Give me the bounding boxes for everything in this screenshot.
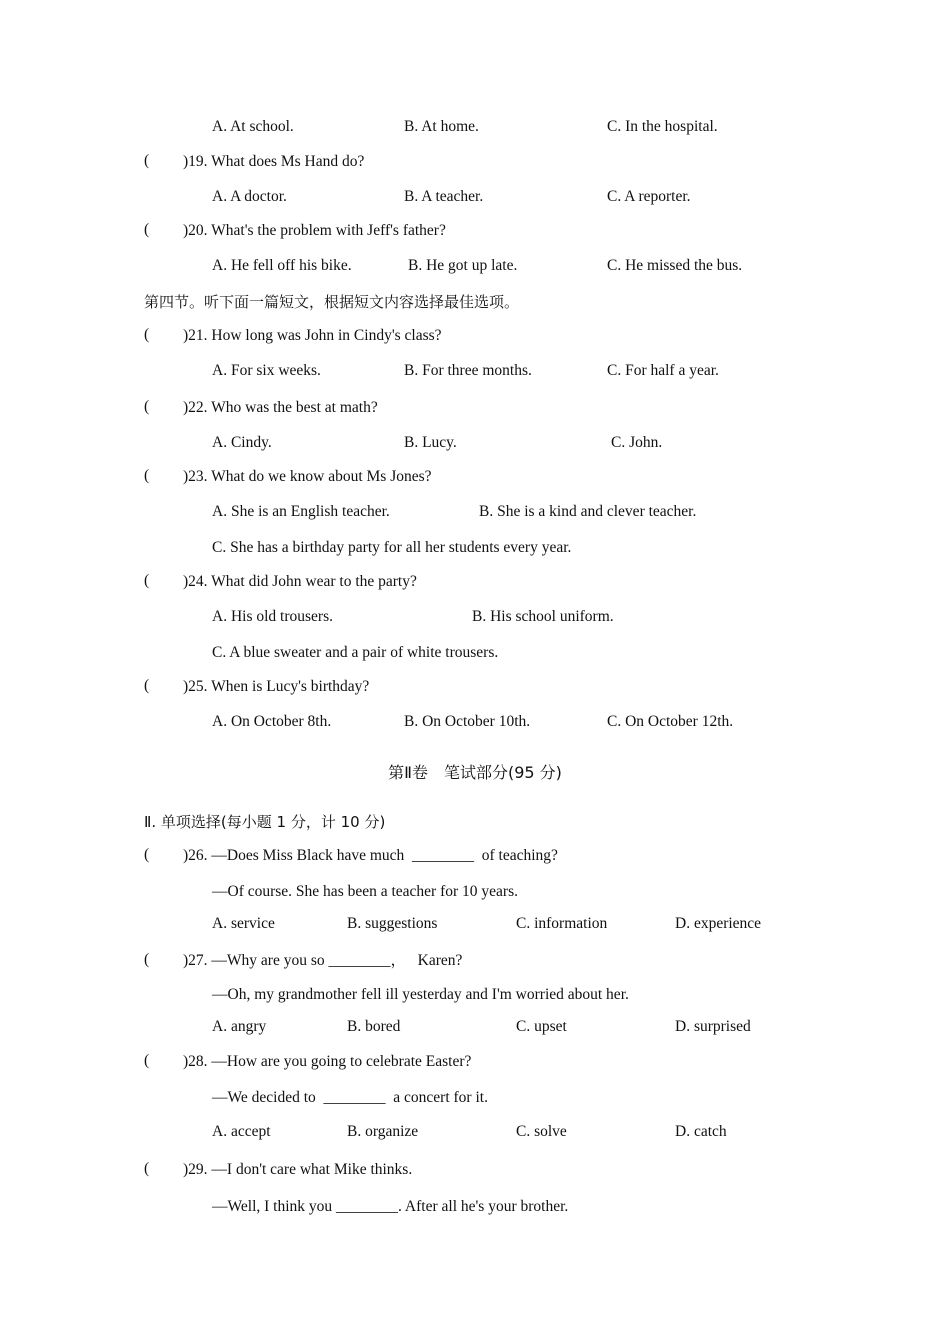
q26-stem: )26. —Does Miss Black have much ________ of teaching? xyxy=(183,847,558,864)
section-heading: 第四节。听下面一篇短文，根据短文内容选择最佳选项。 xyxy=(144,293,520,311)
q19-option-b: B. A teacher. xyxy=(404,188,484,205)
q18-option-c: C. In the hospital. xyxy=(607,118,718,135)
answer-paren[interactable]: ( xyxy=(144,1052,150,1069)
answer-paren[interactable]: ( xyxy=(144,846,150,863)
q28-option-d: D. catch xyxy=(675,1123,727,1140)
q19-option-a: A. A doctor. xyxy=(212,188,287,205)
q28-option-c: C. solve xyxy=(516,1123,567,1140)
q22-stem: )22. Who was the best at math? xyxy=(183,399,378,416)
q28-option-a: A. accept xyxy=(212,1123,271,1140)
q27-option-a: A. angry xyxy=(212,1018,267,1035)
answer-paren[interactable]: ( xyxy=(144,326,150,343)
q26-option-b: B. suggestions xyxy=(347,915,438,932)
q23-option-c: C. She has a birthday party for all her students every year. xyxy=(212,539,572,556)
answer-paren[interactable]: ( xyxy=(144,951,150,968)
q23-option-a: A. She is an English teacher. xyxy=(212,503,390,520)
q26-reply: —Of course. She has been a teacher for 10 years. xyxy=(212,883,518,900)
q27-option-d: D. surprised xyxy=(675,1018,751,1035)
q22-option-a: A. Cindy. xyxy=(212,434,272,451)
q21-option-b: B. For three months. xyxy=(404,362,532,379)
q27-option-b: B. bored xyxy=(347,1018,401,1035)
q29-reply: —Well, I think you ________. After all he's your brother. xyxy=(212,1198,569,1215)
answer-paren[interactable]: ( xyxy=(144,221,150,238)
q24-option-a: A. His old trousers. xyxy=(212,608,333,625)
q19-stem: )19. What does Ms Hand do? xyxy=(183,153,365,170)
q26-option-c: C. information xyxy=(516,915,608,932)
q22-option-c: C. John. xyxy=(611,434,663,451)
q29-stem: )29. —I don't care what Mike thinks. xyxy=(183,1161,413,1178)
q24-option-b: B. His school uniform. xyxy=(472,608,614,625)
q26-option-d: D. experience xyxy=(675,915,762,932)
part-title: 第Ⅱ卷 笔试部分(95 分) xyxy=(388,763,562,782)
q20-option-a: A. He fell off his bike. xyxy=(212,257,352,274)
q21-option-c: C. For half a year. xyxy=(607,362,719,379)
q25-option-a: A. On October 8th. xyxy=(212,713,332,730)
answer-paren[interactable]: ( xyxy=(144,572,150,589)
q24-option-c: C. A blue sweater and a pair of white trousers. xyxy=(212,644,499,661)
q20-option-c: C. He missed the bus. xyxy=(607,257,743,274)
answer-paren[interactable]: ( xyxy=(144,677,150,694)
q28-reply: —We decided to ________ a concert for it. xyxy=(212,1089,488,1106)
q28-stem: )28. —How are you going to celebrate Easter? xyxy=(183,1053,472,1070)
q18-option-a: A. At school. xyxy=(212,118,294,135)
answer-paren[interactable]: ( xyxy=(144,398,150,415)
q19-option-c: C. A reporter. xyxy=(607,188,691,205)
q25-option-b: B. On October 10th. xyxy=(404,713,531,730)
q22-option-b: B. Lucy. xyxy=(404,434,457,451)
q18-option-b: B. At home. xyxy=(404,118,479,135)
q28-option-b: B. organize xyxy=(347,1123,419,1140)
q26-option-a: A. service xyxy=(212,915,275,932)
q27-reply: —Oh, my grandmother fell ill yesterday and I'm worried about her. xyxy=(212,986,629,1003)
q24-stem: )24. What did John wear to the party? xyxy=(183,573,417,590)
q21-stem: )21. How long was John in Cindy's class? xyxy=(183,327,442,344)
q23-option-b: B. She is a kind and clever teacher. xyxy=(479,503,697,520)
q25-stem: )25. When is Lucy's birthday? xyxy=(183,678,370,695)
q27-stem: )27. —Why are you so ________， Karen? xyxy=(183,952,463,969)
section-heading: Ⅱ. 单项选择(每小题 1 分，计 10 分) xyxy=(144,813,386,831)
q21-option-a: A. For six weeks. xyxy=(212,362,321,379)
q20-option-b: B. He got up late. xyxy=(408,257,518,274)
q20-stem: )20. What's the problem with Jeff's father? xyxy=(183,222,446,239)
q23-stem: )23. What do we know about Ms Jones? xyxy=(183,468,432,485)
answer-paren[interactable]: ( xyxy=(144,467,150,484)
answer-paren[interactable]: ( xyxy=(144,1160,150,1177)
q27-option-c: C. upset xyxy=(516,1018,567,1035)
answer-paren[interactable]: ( xyxy=(144,152,150,169)
q25-option-c: C. On October 12th. xyxy=(607,713,734,730)
